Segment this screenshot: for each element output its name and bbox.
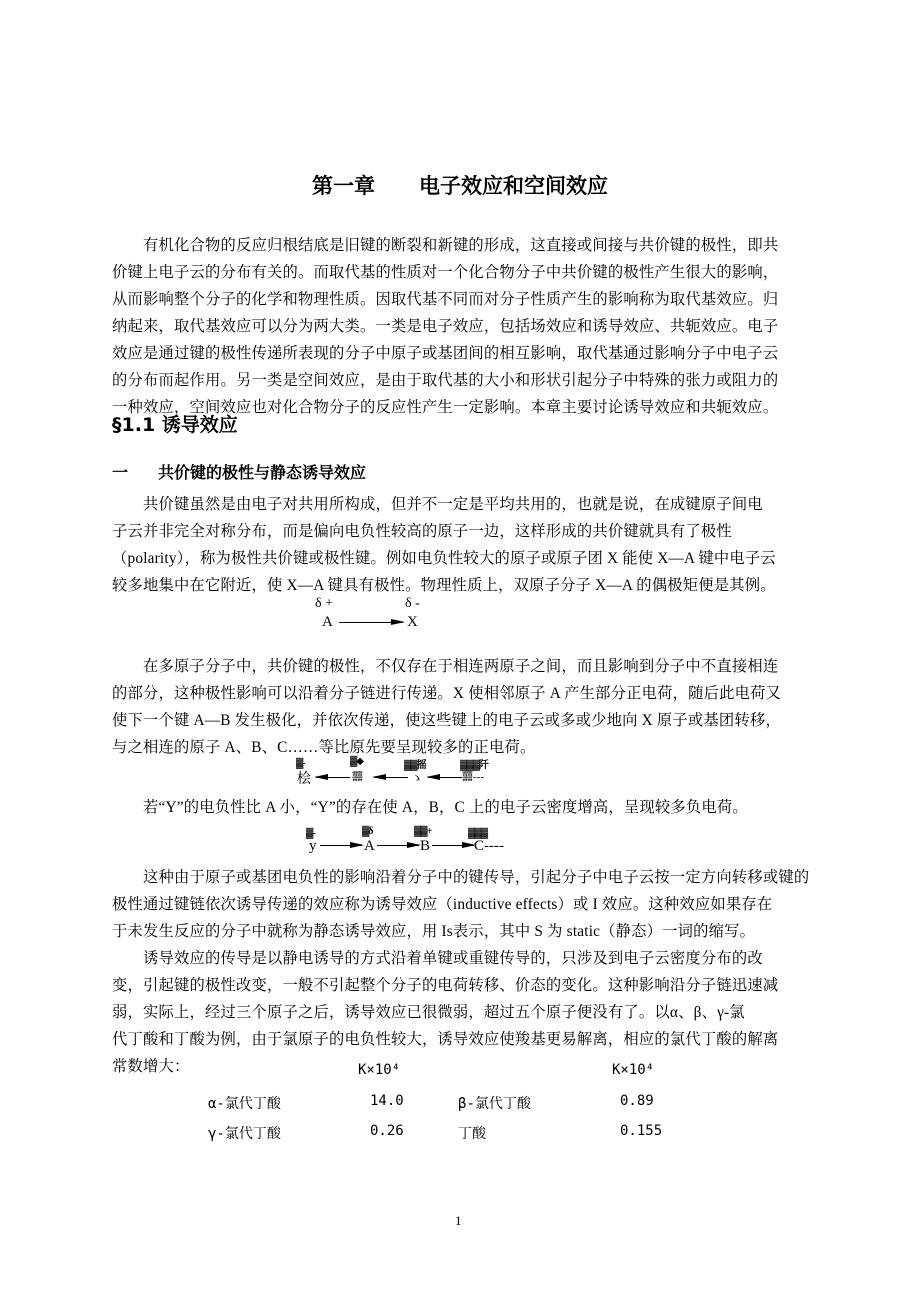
section-heading: §1.1 诱导效应	[112, 414, 238, 436]
paragraph-line: 纳起来，取代基效应可以分为两大类。一类是电子效应，包括场效应和诱导效应、共轭效应。电子	[112, 318, 779, 335]
compound-name: β-氯代丁酸	[458, 1096, 531, 1112]
subsection-number: 一	[112, 463, 129, 482]
atom-x: X	[407, 614, 418, 630]
paragraph-line: 使下一个键 A—B 发生极化，并依次传递，使这些键上的电子云或多或少地向 X 原子或基团转移，	[112, 712, 781, 729]
chapter-name: 电子效应和空间效应	[419, 174, 608, 198]
atom-label: 䨻	[352, 771, 363, 783]
charge-label: ▓-	[296, 758, 305, 769]
atom-label: B	[420, 838, 431, 854]
paragraph-line: 在多原子分子中，共价键的极性，不仅存在于相连两原子之间，而且影响到分子中不直接相连	[143, 658, 779, 675]
atom-label: 桧	[297, 772, 311, 787]
paragraph-line: 弱，实际上，经过三个原子之后，诱导效应已很微弱，超过五个原子便没有了。以α、β、γ-氯	[112, 1004, 745, 1021]
paragraph-line: 效应是通过键的极性传递所表现的分子中原子或基团间的相互影响，取代基通过影响分子中电子云	[112, 345, 779, 362]
paragraph-line: 代丁酸和丁酸为例，由于氯原子的电负性较大，诱导效应使羧基更易解离，相应的氯代丁酸的解离	[112, 1031, 779, 1048]
charge-label: ▓▓▓阡	[460, 760, 488, 771]
atom-label: A	[364, 838, 375, 854]
atom-label: C----	[474, 838, 504, 854]
charge-label: ▓◆	[350, 756, 363, 767]
arrow-icon	[316, 777, 350, 778]
arrow-icon	[377, 845, 419, 846]
delta-plus: δ +	[315, 596, 333, 611]
subsection-heading	[112, 460, 366, 483]
paragraph-line: 诱导效应的传导是以静电诱导的方式沿着单键或重键传导的，只涉及到电子云密度分布的改	[143, 950, 763, 967]
atom-label: y	[309, 838, 317, 854]
page-number: 1	[455, 1213, 462, 1228]
constant-value: 14.0	[370, 1093, 404, 1109]
subsection-title: 共价键的极性与静态诱导效应	[158, 463, 367, 482]
compound-name: α-氯代丁酸	[208, 1096, 281, 1112]
paragraph-line: 极性通过键链依次诱导传递的效应称为诱导效应（inductive effects）或 I 效应。这种效应如果存在	[112, 896, 773, 913]
paragraph-line: 于未发生反应的分子中就称为静态诱导效应，用 Is表示，其中 S 为 static（静态）一词的缩写。	[112, 923, 756, 940]
paragraph-line: 共价键虽然是由电子对共用所构成，但并不一定是平均共用的，也就是说，在成键原子间电	[143, 496, 763, 513]
column-header: K×10⁴	[612, 1062, 655, 1078]
paragraph-line: 这种由于原子或基团电负性的影响沿着分子中的键传导，引起分子中电子云按一定方向转移或键的	[143, 869, 810, 886]
arrow-icon	[339, 622, 403, 623]
arrow-icon	[428, 777, 462, 778]
atom-a: A	[322, 614, 333, 630]
paragraph-line: 常数增大：	[112, 1058, 190, 1075]
charge-label: ▓▓▓	[468, 828, 487, 839]
delta-minus: δ -	[405, 596, 420, 611]
paragraph-line: 价键上电子云的分布有关的。而取代基的性质对一个化合物分子中共价键的极性产生很大的影响，	[112, 264, 779, 281]
paragraph-line: 的部分，这种极性影响可以沿着分子链进行传递。X 使相邻原子 A 产生部分正电荷，随后此电荷又	[112, 685, 782, 702]
compound-name: γ-氯代丁酸	[208, 1126, 281, 1142]
constant-value: 0.89	[620, 1093, 654, 1109]
paragraph-line: 一种效应，空间效应也对化合物分子的反应性产生一定影响。本章主要讨论诱导效应和共轭效应。	[112, 399, 779, 416]
compound-name: 丁酸	[458, 1126, 486, 1142]
constant-value: 0.155	[620, 1123, 663, 1139]
paragraph-line: 与之相连的原子 A、B、C……等比原先要呈现较多的正电荷。	[112, 739, 536, 756]
charge-label: ▓δ	[362, 826, 373, 837]
paragraph-line: 较多地集中在它附近，使 X—A 键具有极性。物理性质上，双原子分子 X—A 的偶极矩便是其例。	[112, 577, 776, 594]
paragraph-line: 从而影响整个分子的化学和物理性质。因取代基不同而对分子性质产生的影响称为取代基效应。归	[112, 291, 779, 308]
paragraph-line: 的分布而起作用。另一类是空间效应，是由于取代基的大小和形状引起分子中特殊的张力或阻力的	[112, 372, 779, 389]
chapter-number: 第一章	[312, 174, 375, 198]
constant-value: 0.26	[370, 1123, 404, 1139]
charge-label: ▓▓+	[414, 826, 432, 837]
arrow-icon	[320, 845, 362, 846]
paragraph-line: （polarity），称为极性共价键或极性键。例如电负性较大的原子或原子团 X 能使 X—A 键中电子云	[112, 550, 776, 567]
chapter-title	[0, 170, 920, 200]
atom-label: 䨻---	[462, 771, 484, 783]
paragraph-line: 有机化合物的反应归根结底是旧键的断裂和新键的形成，这直接或间接与共价键的极性，即共	[143, 237, 779, 254]
paragraph-line: 子云并非完全对称分布，而是偏向电负性较高的原子一边，这样形成的共价键就具有了极性	[112, 523, 732, 540]
charge-label: ▓-	[306, 828, 315, 839]
atom-label: ゝ	[410, 772, 424, 787]
arrow-icon	[432, 845, 474, 846]
paragraph-line: 变，引起键的极性改变，一般不引起整个分子的电荷转移、价态的变化。这种影响沿分子链迅速减	[112, 977, 779, 994]
charge-label: ▓▓摇	[404, 760, 426, 771]
arrow-icon	[374, 777, 408, 778]
paragraph-line: 若“Y”的电负性比 A 小，“Y”的存在使 A，B，C 上的电子云密度增高，呈现较多负电荷。	[143, 799, 748, 816]
column-header: K×10⁴	[358, 1062, 401, 1078]
